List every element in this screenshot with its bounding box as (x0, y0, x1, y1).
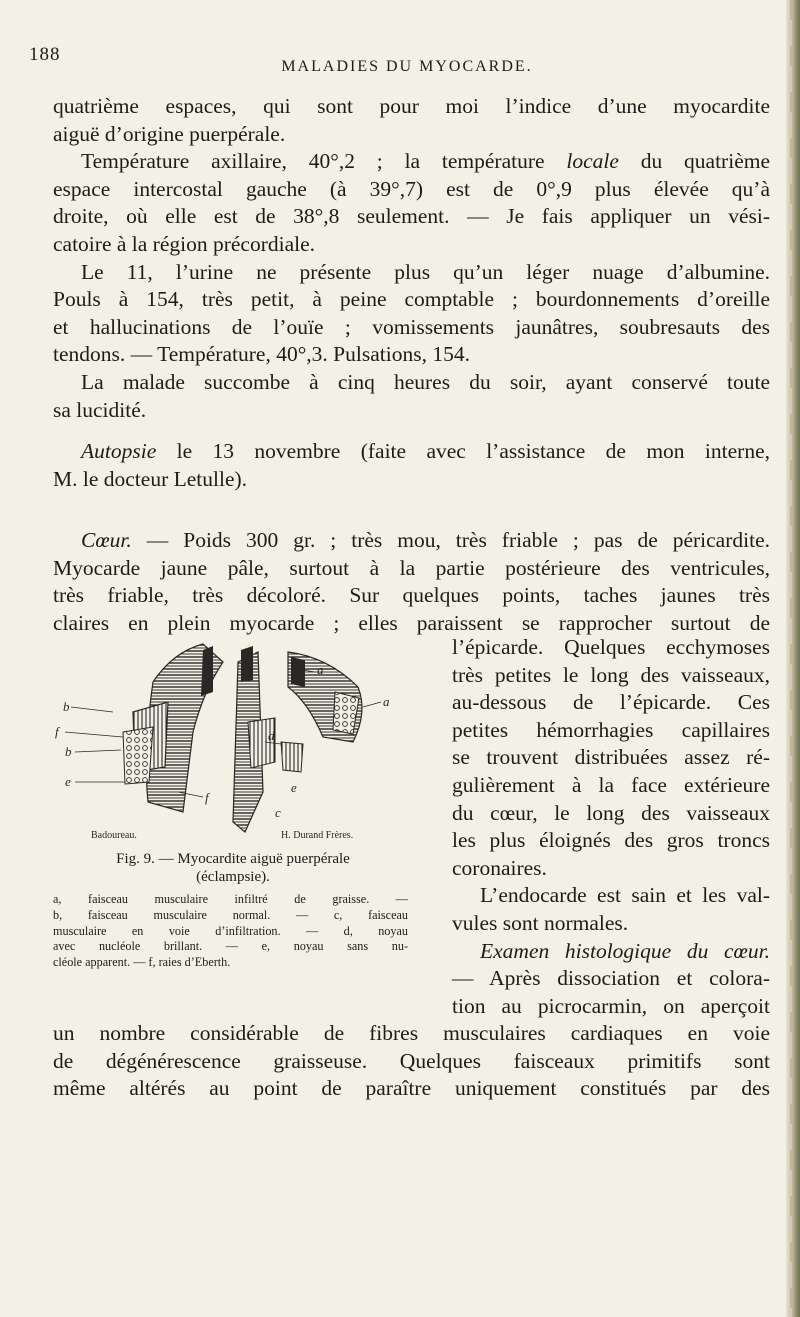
legend-line: cléole apparent. — f, raies d’Eberth. (53, 955, 231, 970)
text-line: l’épicarde. Quelques ecchymoses (452, 635, 770, 659)
text-line: quatrième espaces, qui sont pour moi l’indice d’une myocardite (53, 94, 770, 118)
text-line: gulièrement à la face extérieure (452, 772, 770, 797)
letter-f-left: f (55, 724, 59, 739)
running-head: MALADIES DU MYOCARDE. (281, 58, 533, 75)
text-line: vules sont normales. (452, 910, 629, 935)
text-line: catoire à la région précordiale. (53, 231, 316, 256)
text-line: au-dessous de l’épicarde. Ces (452, 690, 770, 715)
printer-signature: H. Durand Frères. (281, 830, 354, 841)
text-line: un nombre considérable de fibres musculaires cardiaques en voie (53, 1021, 770, 1045)
fibre-bundle-left (123, 644, 223, 812)
legend-line: a, faisceau musculaire infiltré de graisse. — (53, 892, 408, 906)
page-binding-edge (786, 0, 800, 1317)
text-line: de dégénérescence graisseuse. Quelques faisceaux primitifs sont (53, 1048, 770, 1073)
text-line: droite, où elle est de 38°,8 seulement. — Je fais appliquer un vési- (53, 204, 770, 229)
text-line: Température axillaire, 40°,2 ; la température locale du quatrième (81, 149, 771, 174)
text-line: aiguë d’origine puerpérale. (53, 121, 286, 146)
text-line: Myocarde jaune pâle, surtout à la partie postérieure des ventricules, (53, 555, 770, 580)
text-line: petites hémorrhagies capillaires (452, 717, 770, 742)
text-line: L’endocarde est sain et les val- (480, 883, 770, 908)
heart-paragraph (53, 527, 770, 637)
italic-locale: locale (566, 149, 619, 174)
legend-line: musculaire en voie d’infiltration. — d, noyau (53, 923, 408, 938)
text-line: du cœur, le long des vaisseaux (452, 800, 770, 825)
figure-caption (53, 850, 413, 886)
text-line: les plus éloignés des gros troncs (452, 828, 770, 853)
text-line: et hallucinations de l’ouïe ; vomissements jaunâtres, soubresauts des (53, 314, 770, 339)
text-line: claires en plein myocarde ; elles paraissent se rapprocher surtout de (53, 610, 770, 635)
page-number: 188 (29, 44, 61, 65)
text-line: M. le docteur Letulle). (53, 466, 248, 491)
text-line: Le 11, l’urine ne présente plus qu’un léger nuage d’albumine. (81, 259, 770, 284)
text-line: tion au picrocarmin, on aperçoit (452, 993, 770, 1018)
right-column-text (452, 634, 770, 1020)
text-line: très friable, très décoloré. Sur quelques points, taches jaunes très (53, 583, 770, 608)
letter-f-bottom: f (205, 790, 209, 805)
legend-line: avec nucléole brillant. — e, noyau sans nu- (53, 939, 408, 954)
figure-legend (53, 892, 408, 971)
letter-b-left: b (65, 744, 72, 759)
heart-line: Cœur. — Poids 300 gr. ; très mou, très friable ; pas de péricardite. (81, 528, 770, 552)
heart-label: Cœur. (81, 528, 132, 552)
autopsy-line: Autopsie le 13 novembre (faite avec l’assistance de mon interne, (81, 439, 770, 464)
letter-c: c (275, 805, 281, 820)
caption-line-1: Fig. 9. — Myocardite aiguë puerpérale (116, 851, 350, 867)
body-text-top (53, 93, 770, 493)
text-line: Pouls à 154, très petit, à peine comptable ; bourdonnements d’oreille (53, 287, 770, 312)
text-line: La malade succombe à cinq heures du soir, ayant conservé toute (81, 369, 770, 394)
letter-e-left: e (65, 774, 71, 789)
autopsy-label: Autopsie (81, 439, 157, 464)
legend-line: b, faisceau musculaire normal. — c, faisceau (53, 907, 408, 922)
letter-a-top: a (317, 662, 324, 677)
body-text-bottom (53, 1020, 770, 1103)
text-line: sa lucidité. (53, 397, 147, 422)
caption-line-2: (éclampsie). (196, 869, 270, 885)
letter-b-top: b (63, 699, 70, 714)
figure-engraving (53, 632, 423, 842)
engraver-signature: Badoureau. (91, 830, 137, 841)
text-line: — Après dissociation et colora- (452, 966, 770, 991)
letter-a-right: a (383, 694, 390, 709)
text-line: très petites le long des vaisseaux, (452, 662, 770, 687)
text-line: tendons. — Température, 40°,3. Pulsations, 154. (53, 342, 470, 367)
histology-heading: Examen histologique du cœur. (480, 938, 770, 963)
text-line: se trouvent distribuées assez ré- (452, 745, 770, 770)
text-line: même altérés au point de paraître uniquement constitués par des (53, 1076, 770, 1101)
letter-d: d (268, 728, 275, 743)
text-line: espace intercostal gauche (à 39°,7) est de 0°,9 plus élevée qu’à (53, 176, 770, 201)
letter-e-right: e (291, 780, 297, 795)
text-line: coronaires. (452, 855, 547, 880)
